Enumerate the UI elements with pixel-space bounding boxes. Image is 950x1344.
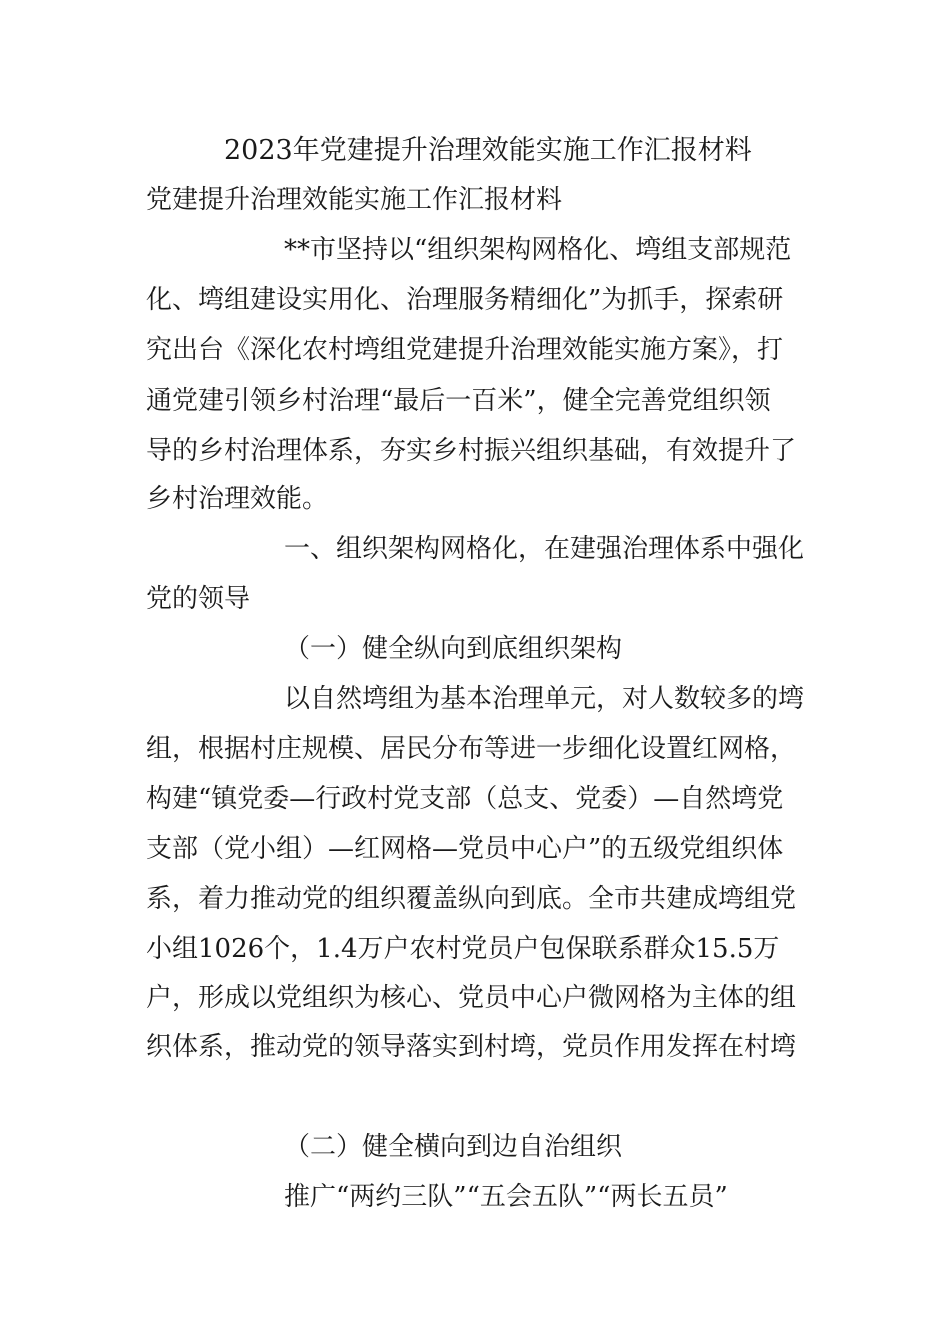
document-title: 2023年党建提升治理效能实施工作汇报材料 bbox=[224, 135, 752, 166]
intro-line-1: **市坚持以“组织架构网格化、塆组支部规范 bbox=[284, 235, 792, 265]
intro-line-4: 通党建引领乡村治理“最后一百米”，健全完善党组织领 bbox=[146, 386, 771, 416]
sub1-line-5: 系，着力推动党的组织覆盖纵向到底。全市共建成塆组党 bbox=[146, 884, 797, 914]
sub1-line-4: 支部（党小组）—红网格—党员中心户”的五级党组织体 bbox=[146, 834, 784, 864]
sub1-line-8: 织体系，推动党的领导落实到村塆，党员作用发挥在村塆 bbox=[146, 1032, 797, 1062]
document-subtitle: 党建提升治理效能实施工作汇报材料 bbox=[146, 185, 563, 215]
intro-line-5: 导的乡村治理体系，夯实乡村振兴组织基础，有效提升了 bbox=[146, 436, 797, 466]
sub1-line-2: 组，根据村庄规模、居民分布等进一步细化设置红网格， bbox=[146, 734, 797, 764]
sub1-line-7: 户，形成以党组织为核心、党员中心户微网格为主体的组 bbox=[146, 983, 797, 1013]
sub2-line-1: 推广“两约三队”“五会五队”“两长五员” bbox=[284, 1182, 728, 1212]
section-1-heading-line-1: 一、组织架构网格化，在建强治理体系中强化 bbox=[284, 534, 805, 564]
sub1-line-6: 小组1026个，1.4万户农村党员户包保联系群众15.5万 bbox=[146, 934, 780, 964]
subsection-1-heading: （一）健全纵向到底组织架构 bbox=[284, 634, 623, 664]
section-1-heading-line-2: 党的领导 bbox=[146, 584, 251, 614]
intro-line-3: 究出台《深化农村塆组党建提升治理效能实施方案》，打 bbox=[146, 335, 784, 365]
sub1-line-3: 构建“镇党委—行政村党支部（总支、党委）—自然塆党 bbox=[146, 784, 784, 814]
subsection-2-heading: （二）健全横向到边自治组织 bbox=[284, 1132, 623, 1162]
intro-line-6: 乡村治理效能。 bbox=[146, 484, 329, 514]
intro-line-2: 化、塆组建设实用化、治理服务精细化”为抓手，探索研 bbox=[146, 285, 784, 315]
sub1-line-1: 以自然塆组为基本治理单元，对人数较多的塆 bbox=[284, 684, 805, 714]
